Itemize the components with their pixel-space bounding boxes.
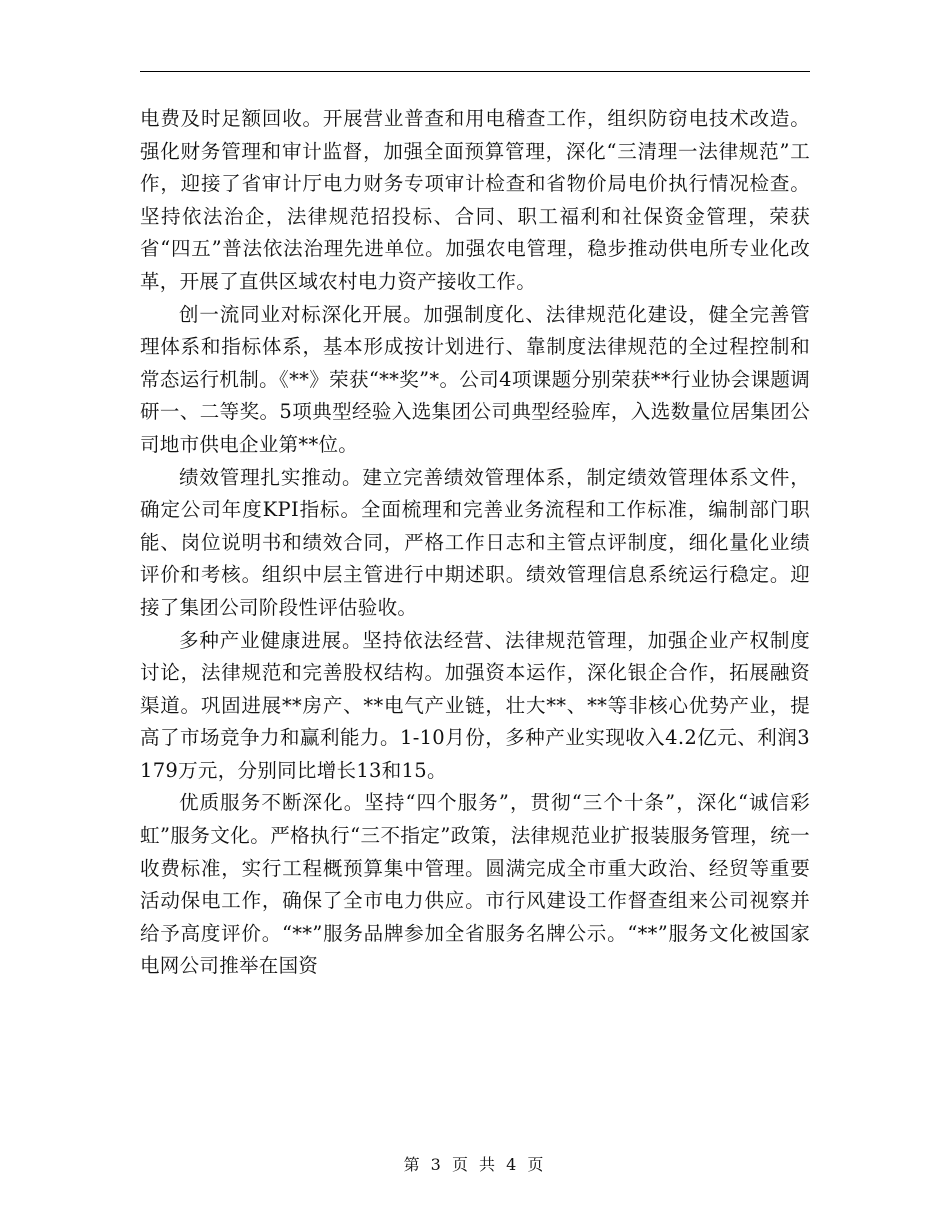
paragraph-diversified-industries: 多种产业健康进展。坚持依法经营、法律规范管理，加强企业产权制度讨论，法律规范和完善股权结构。加强资本运作，深化银企合作，拓展融资渠道。巩固进展**房产、**电气产业链，壮大**、**等非核心优势产业，提高了市场竞争力和赢利能力。1-10月份，多种产业实现收入4.2亿元、利润3179万元，分别同比增长13和15。 — [140, 628, 810, 782]
header-rule — [140, 71, 810, 72]
paragraph-performance-management: 绩效管理扎实推动。建立完善绩效管理体系，制定绩效管理体系文件，确定公司年度KPI指标。全面梳理和完善业务流程和工作标准，编制部门职能、岗位说明书和绩效合同，严格工作日志和主管点评制度，细化量化业绩评价和考核。组织中层主管进行中期述职。绩效管理信息系统运行稳定。迎接了集团公司阶段性评估验收。 — [140, 465, 810, 619]
page-footer: 第 3 页 共 4 页 — [403, 1155, 547, 1174]
paragraph-benchmarking: 创一流同业对标深化开展。加强制度化、法律规范化建设，健全完善管理体系和指标体系，基本形成按计划进行、靠制度法律规范的全过程控制和常态运行机制。《**》荣获“**奖”*。公司4项课题分别荣获**行业协会课题调研一、二等奖。5项典型经验入选集团公司典型经验库，入选数量位居集团公司地市供电企业第**位。 — [140, 302, 810, 456]
paragraph-quality-service: 优质服务不断深化。坚持“四个服务”，贯彻“三个十条”，深化“诚信彩虹”服务文化。严格执行“三不指定”政策，法律规范业扩报装服务管理，统一收费标准，实行工程概预算集中管理。圆满完成全市重大政治、经贸等重要活动保电工作，确保了全市电力供应。市行风建设工作督查组来公司视察并给予高度评价。“**”服务品牌参加全省服务名牌公示。“**”服务文化被国家电网公司推举在国资 — [140, 791, 810, 978]
document-body — [140, 103, 810, 983]
paragraph-continuation: 电费及时足额回收。开展营业普查和用电稽查工作，组织防窃电技术改造。强化财务管理和审计监督，加强全面预算管理，深化“三清理一法律规范”工作，迎接了省审计厅电力财务专项审计检查和省物价局电价执行情况检查。坚持依法治企，法律规范招投标、合同、职工福利和社保资金管理，荣获省“四五”普法依法治理先进单位。加强农电管理，稳步推动供电所专业化改革，开展了直供区域农村电力资产接收工作。 — [140, 107, 810, 293]
